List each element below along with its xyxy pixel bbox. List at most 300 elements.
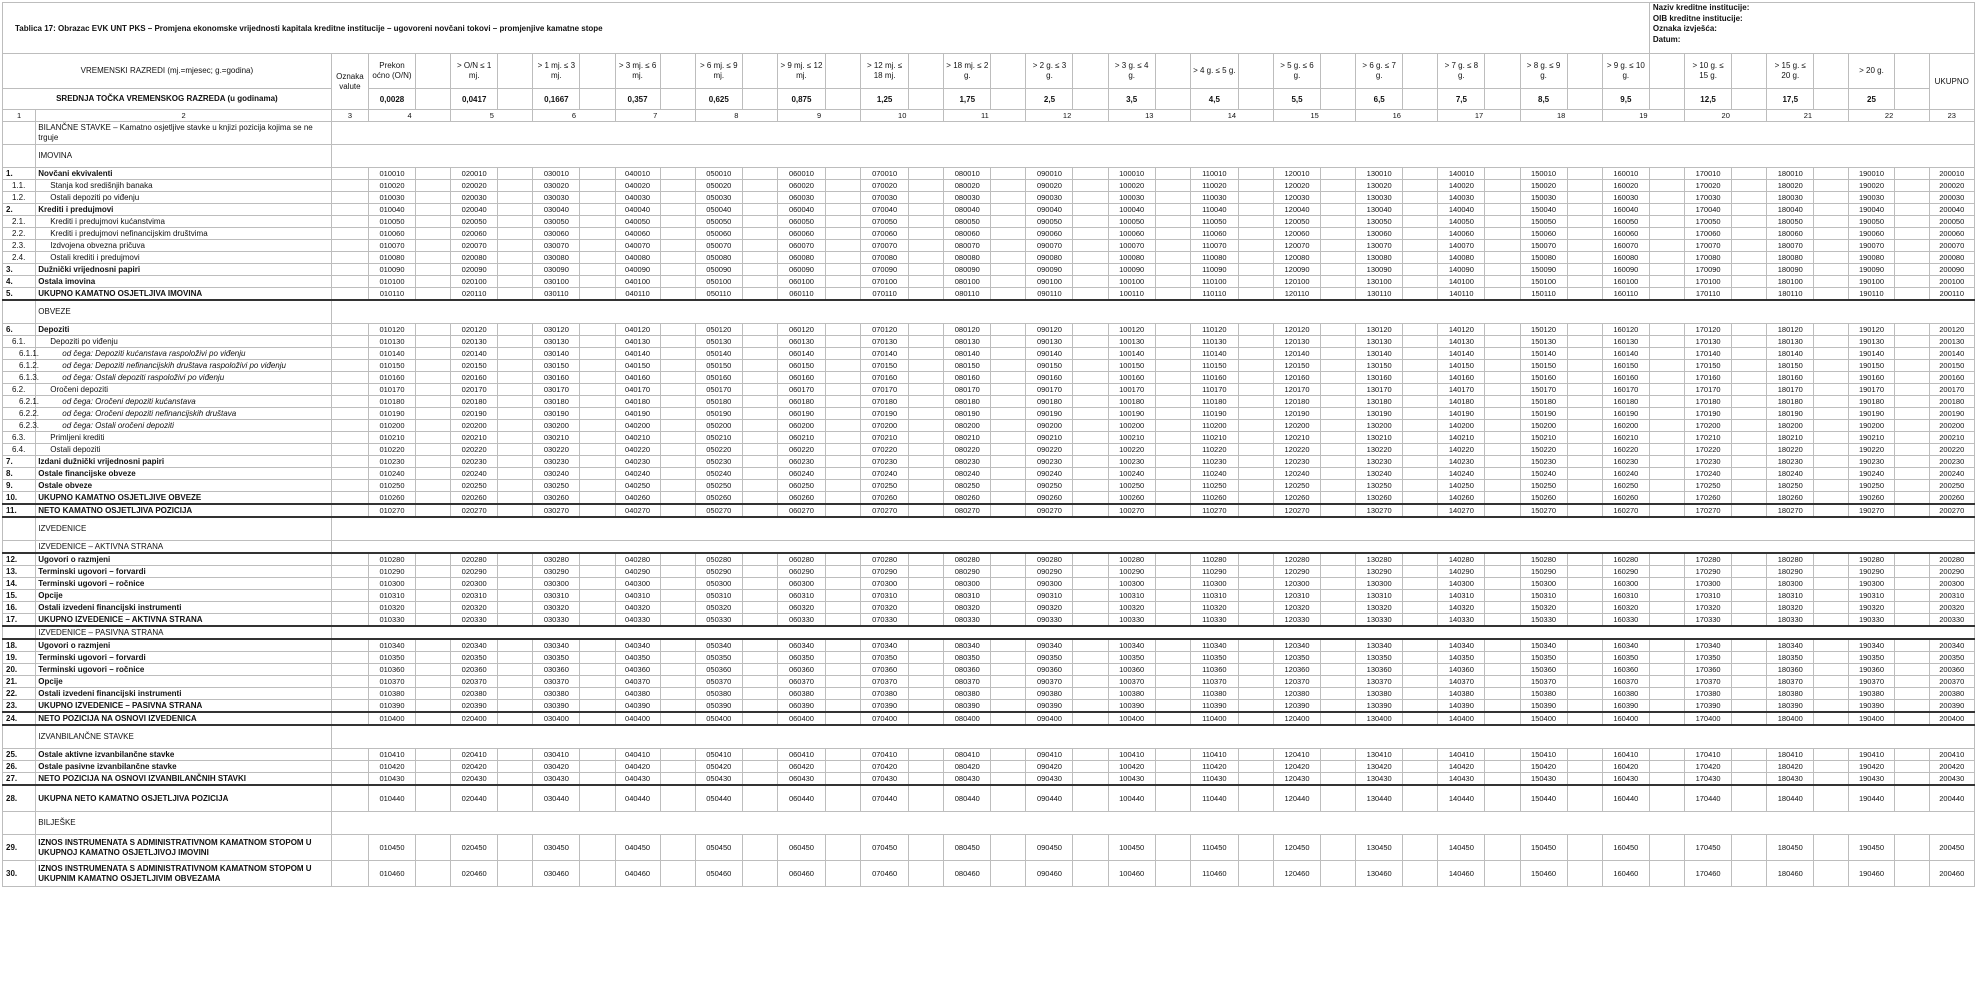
value-cell[interactable] (1403, 602, 1438, 614)
value-cell[interactable] (1073, 456, 1108, 468)
value-cell[interactable] (660, 835, 695, 861)
value-cell[interactable] (580, 492, 615, 505)
value-cell[interactable] (991, 264, 1026, 276)
value-cell[interactable] (909, 348, 944, 360)
currency-cell[interactable] (331, 420, 368, 432)
value-cell[interactable] (991, 192, 1026, 204)
value-cell[interactable] (1320, 688, 1355, 700)
value-cell[interactable] (1320, 420, 1355, 432)
value-cell[interactable] (415, 456, 450, 468)
value-cell[interactable] (498, 396, 533, 408)
value-cell[interactable] (1649, 168, 1684, 180)
value-cell[interactable] (1403, 861, 1438, 887)
value-cell[interactable] (1073, 396, 1108, 408)
value-cell[interactable] (1485, 504, 1520, 517)
value-cell[interactable] (1155, 652, 1190, 664)
value-cell[interactable] (1403, 566, 1438, 578)
value-cell[interactable] (498, 492, 533, 505)
value-cell[interactable] (1485, 348, 1520, 360)
value-cell[interactable] (1403, 384, 1438, 396)
value-cell[interactable] (742, 614, 777, 627)
value-cell[interactable] (1238, 360, 1273, 372)
value-cell[interactable] (498, 252, 533, 264)
value-cell[interactable] (825, 204, 860, 216)
value-cell[interactable] (1814, 652, 1849, 664)
value-cell[interactable] (580, 228, 615, 240)
value-cell[interactable] (742, 773, 777, 786)
value-cell[interactable] (580, 480, 615, 492)
value-cell[interactable] (1814, 420, 1849, 432)
value-cell[interactable] (825, 553, 860, 566)
value-cell[interactable] (1073, 372, 1108, 384)
value-cell[interactable] (742, 348, 777, 360)
value-cell[interactable] (1567, 384, 1602, 396)
value-cell[interactable] (991, 276, 1026, 288)
value-cell[interactable] (991, 566, 1026, 578)
value-cell[interactable] (1238, 456, 1273, 468)
value-cell[interactable] (991, 408, 1026, 420)
value-cell[interactable] (742, 180, 777, 192)
value-cell[interactable] (580, 468, 615, 480)
value-cell[interactable] (1485, 712, 1520, 725)
value-cell[interactable] (825, 688, 860, 700)
value-cell[interactable] (1894, 566, 1929, 578)
value-cell[interactable] (1403, 688, 1438, 700)
value-cell[interactable] (1567, 553, 1602, 566)
value-cell[interactable] (1485, 468, 1520, 480)
value-cell[interactable] (991, 553, 1026, 566)
value-cell[interactable] (1649, 264, 1684, 276)
value-cell[interactable] (1649, 664, 1684, 676)
value-cell[interactable] (1732, 432, 1767, 444)
value-cell[interactable] (1649, 688, 1684, 700)
value-cell[interactable] (1649, 700, 1684, 713)
value-cell[interactable] (1814, 773, 1849, 786)
value-cell[interactable] (1649, 492, 1684, 505)
value-cell[interactable] (991, 614, 1026, 627)
value-cell[interactable] (660, 749, 695, 761)
value-cell[interactable] (1732, 372, 1767, 384)
value-cell[interactable] (1567, 336, 1602, 348)
value-cell[interactable] (1894, 252, 1929, 264)
value-cell[interactable] (1894, 384, 1929, 396)
value-cell[interactable] (1894, 468, 1929, 480)
value-cell[interactable] (1649, 761, 1684, 773)
value-cell[interactable] (909, 664, 944, 676)
value-cell[interactable] (991, 480, 1026, 492)
value-cell[interactable] (825, 749, 860, 761)
value-cell[interactable] (1073, 336, 1108, 348)
value-cell[interactable] (580, 785, 615, 812)
value-cell[interactable] (498, 348, 533, 360)
value-cell[interactable] (1649, 614, 1684, 627)
value-cell[interactable] (909, 432, 944, 444)
value-cell[interactable] (1238, 396, 1273, 408)
value-cell[interactable] (1073, 785, 1108, 812)
value-cell[interactable] (1649, 408, 1684, 420)
value-cell[interactable] (742, 835, 777, 861)
value-cell[interactable] (991, 348, 1026, 360)
value-cell[interactable] (1320, 240, 1355, 252)
value-cell[interactable] (1403, 773, 1438, 786)
value-cell[interactable] (1894, 216, 1929, 228)
value-cell[interactable] (498, 639, 533, 652)
value-cell[interactable] (1238, 480, 1273, 492)
value-cell[interactable] (415, 336, 450, 348)
value-cell[interactable] (1814, 861, 1849, 887)
value-cell[interactable] (1894, 192, 1929, 204)
value-cell[interactable] (660, 664, 695, 676)
value-cell[interactable] (1238, 861, 1273, 887)
value-cell[interactable] (1567, 420, 1602, 432)
value-cell[interactable] (1567, 639, 1602, 652)
value-cell[interactable] (1073, 688, 1108, 700)
value-cell[interactable] (742, 264, 777, 276)
value-cell[interactable] (1155, 785, 1190, 812)
value-cell[interactable] (1320, 348, 1355, 360)
value-cell[interactable] (1073, 180, 1108, 192)
currency-cell[interactable] (331, 578, 368, 590)
value-cell[interactable] (1238, 614, 1273, 627)
value-cell[interactable] (415, 578, 450, 590)
value-cell[interactable] (1073, 468, 1108, 480)
value-cell[interactable] (991, 676, 1026, 688)
value-cell[interactable] (909, 180, 944, 192)
value-cell[interactable] (1894, 700, 1929, 713)
value-cell[interactable] (580, 204, 615, 216)
value-cell[interactable] (1814, 396, 1849, 408)
value-cell[interactable] (498, 578, 533, 590)
value-cell[interactable] (498, 861, 533, 887)
value-cell[interactable] (1485, 420, 1520, 432)
value-cell[interactable] (991, 384, 1026, 396)
value-cell[interactable] (660, 652, 695, 664)
value-cell[interactable] (1155, 773, 1190, 786)
value-cell[interactable] (1732, 360, 1767, 372)
value-cell[interactable] (415, 192, 450, 204)
value-cell[interactable] (1894, 396, 1929, 408)
value-cell[interactable] (1649, 861, 1684, 887)
value-cell[interactable] (415, 408, 450, 420)
value-cell[interactable] (1073, 773, 1108, 786)
value-cell[interactable] (498, 276, 533, 288)
value-cell[interactable] (1238, 216, 1273, 228)
currency-cell[interactable] (331, 372, 368, 384)
currency-cell[interactable] (331, 384, 368, 396)
value-cell[interactable] (742, 216, 777, 228)
value-cell[interactable] (1155, 749, 1190, 761)
value-cell[interactable] (1155, 348, 1190, 360)
value-cell[interactable] (415, 761, 450, 773)
value-cell[interactable] (660, 614, 695, 627)
value-cell[interactable] (1814, 240, 1849, 252)
value-cell[interactable] (1894, 456, 1929, 468)
value-cell[interactable] (1485, 773, 1520, 786)
value-cell[interactable] (660, 408, 695, 420)
value-cell[interactable] (1567, 504, 1602, 517)
value-cell[interactable] (825, 372, 860, 384)
value-cell[interactable] (825, 652, 860, 664)
value-cell[interactable] (580, 664, 615, 676)
value-cell[interactable] (1238, 264, 1273, 276)
value-cell[interactable] (909, 602, 944, 614)
value-cell[interactable] (1814, 288, 1849, 301)
value-cell[interactable] (1155, 396, 1190, 408)
value-cell[interactable] (1732, 228, 1767, 240)
value-cell[interactable] (1485, 761, 1520, 773)
value-cell[interactable] (1320, 773, 1355, 786)
value-cell[interactable] (1567, 614, 1602, 627)
value-cell[interactable] (1894, 408, 1929, 420)
value-cell[interactable] (1814, 761, 1849, 773)
value-cell[interactable] (825, 276, 860, 288)
value-cell[interactable] (742, 553, 777, 566)
value-cell[interactable] (498, 688, 533, 700)
value-cell[interactable] (1567, 204, 1602, 216)
value-cell[interactable] (1814, 749, 1849, 761)
value-cell[interactable] (1814, 566, 1849, 578)
value-cell[interactable] (1155, 192, 1190, 204)
value-cell[interactable] (1238, 384, 1273, 396)
value-cell[interactable] (825, 712, 860, 725)
value-cell[interactable] (1814, 676, 1849, 688)
value-cell[interactable] (1403, 480, 1438, 492)
value-cell[interactable] (1403, 553, 1438, 566)
value-cell[interactable] (660, 432, 695, 444)
value-cell[interactable] (1732, 835, 1767, 861)
value-cell[interactable] (498, 664, 533, 676)
value-cell[interactable] (1485, 432, 1520, 444)
value-cell[interactable] (991, 216, 1026, 228)
value-cell[interactable] (1238, 835, 1273, 861)
value-cell[interactable] (1894, 432, 1929, 444)
value-cell[interactable] (1894, 372, 1929, 384)
value-cell[interactable] (580, 396, 615, 408)
value-cell[interactable] (1732, 264, 1767, 276)
value-cell[interactable] (1320, 336, 1355, 348)
value-cell[interactable] (1155, 228, 1190, 240)
value-cell[interactable] (909, 252, 944, 264)
value-cell[interactable] (1732, 408, 1767, 420)
value-cell[interactable] (742, 372, 777, 384)
value-cell[interactable] (1567, 652, 1602, 664)
value-cell[interactable] (909, 264, 944, 276)
value-cell[interactable] (1238, 504, 1273, 517)
value-cell[interactable] (1320, 761, 1355, 773)
value-cell[interactable] (660, 712, 695, 725)
value-cell[interactable] (1320, 384, 1355, 396)
value-cell[interactable] (1155, 480, 1190, 492)
value-cell[interactable] (909, 216, 944, 228)
value-cell[interactable] (1732, 444, 1767, 456)
value-cell[interactable] (1238, 712, 1273, 725)
value-cell[interactable] (1238, 372, 1273, 384)
value-cell[interactable] (742, 192, 777, 204)
value-cell[interactable] (1155, 408, 1190, 420)
value-cell[interactable] (909, 480, 944, 492)
value-cell[interactable] (1732, 180, 1767, 192)
value-cell[interactable] (498, 336, 533, 348)
value-cell[interactable] (1320, 168, 1355, 180)
value-cell[interactable] (1485, 835, 1520, 861)
currency-cell[interactable] (331, 712, 368, 725)
value-cell[interactable] (498, 590, 533, 602)
value-cell[interactable] (1403, 614, 1438, 627)
value-cell[interactable] (580, 336, 615, 348)
value-cell[interactable] (1894, 590, 1929, 602)
value-cell[interactable] (1320, 480, 1355, 492)
value-cell[interactable] (991, 602, 1026, 614)
value-cell[interactable] (1649, 432, 1684, 444)
value-cell[interactable] (415, 432, 450, 444)
value-cell[interactable] (1649, 578, 1684, 590)
currency-cell[interactable] (331, 773, 368, 786)
value-cell[interactable] (1567, 468, 1602, 480)
value-cell[interactable] (1320, 276, 1355, 288)
value-cell[interactable] (1403, 360, 1438, 372)
currency-cell[interactable] (331, 676, 368, 688)
value-cell[interactable] (1567, 288, 1602, 301)
value-cell[interactable] (415, 664, 450, 676)
value-cell[interactable] (1403, 468, 1438, 480)
value-cell[interactable] (1814, 456, 1849, 468)
value-cell[interactable] (1894, 288, 1929, 301)
value-cell[interactable] (660, 240, 695, 252)
value-cell[interactable] (909, 652, 944, 664)
value-cell[interactable] (498, 553, 533, 566)
value-cell[interactable] (1403, 228, 1438, 240)
value-cell[interactable] (1894, 336, 1929, 348)
value-cell[interactable] (909, 336, 944, 348)
value-cell[interactable] (1567, 372, 1602, 384)
value-cell[interactable] (909, 835, 944, 861)
value-cell[interactable] (498, 785, 533, 812)
value-cell[interactable] (1320, 492, 1355, 505)
value-cell[interactable] (1485, 444, 1520, 456)
value-cell[interactable] (991, 712, 1026, 725)
currency-cell[interactable] (331, 408, 368, 420)
value-cell[interactable] (498, 652, 533, 664)
value-cell[interactable] (1073, 553, 1108, 566)
value-cell[interactable] (991, 861, 1026, 887)
value-cell[interactable] (580, 264, 615, 276)
value-cell[interactable] (1238, 602, 1273, 614)
value-cell[interactable] (1567, 602, 1602, 614)
value-cell[interactable] (825, 264, 860, 276)
value-cell[interactable] (991, 652, 1026, 664)
value-cell[interactable] (742, 602, 777, 614)
value-cell[interactable] (415, 276, 450, 288)
value-cell[interactable] (1894, 688, 1929, 700)
value-cell[interactable] (1320, 676, 1355, 688)
value-cell[interactable] (742, 785, 777, 812)
value-cell[interactable] (742, 360, 777, 372)
value-cell[interactable] (1403, 444, 1438, 456)
currency-cell[interactable] (331, 396, 368, 408)
value-cell[interactable] (909, 444, 944, 456)
currency-cell[interactable] (331, 785, 368, 812)
value-cell[interactable] (991, 180, 1026, 192)
value-cell[interactable] (991, 396, 1026, 408)
value-cell[interactable] (1732, 688, 1767, 700)
value-cell[interactable] (1814, 553, 1849, 566)
value-cell[interactable] (580, 639, 615, 652)
value-cell[interactable] (1732, 252, 1767, 264)
value-cell[interactable] (1567, 180, 1602, 192)
value-cell[interactable] (1814, 835, 1849, 861)
value-cell[interactable] (1155, 664, 1190, 676)
value-cell[interactable] (415, 240, 450, 252)
value-cell[interactable] (1732, 773, 1767, 786)
value-cell[interactable] (1403, 276, 1438, 288)
value-cell[interactable] (909, 384, 944, 396)
value-cell[interactable] (1073, 676, 1108, 688)
value-cell[interactable] (825, 578, 860, 590)
value-cell[interactable] (909, 688, 944, 700)
value-cell[interactable] (1814, 408, 1849, 420)
value-cell[interactable] (1155, 204, 1190, 216)
value-cell[interactable] (825, 180, 860, 192)
value-cell[interactable] (991, 444, 1026, 456)
value-cell[interactable] (1567, 456, 1602, 468)
value-cell[interactable] (1814, 590, 1849, 602)
value-cell[interactable] (1485, 360, 1520, 372)
value-cell[interactable] (1238, 228, 1273, 240)
value-cell[interactable] (498, 288, 533, 301)
value-cell[interactable] (1238, 420, 1273, 432)
value-cell[interactable] (825, 676, 860, 688)
value-cell[interactable] (909, 553, 944, 566)
value-cell[interactable] (991, 336, 1026, 348)
value-cell[interactable] (825, 700, 860, 713)
value-cell[interactable] (825, 861, 860, 887)
value-cell[interactable] (909, 712, 944, 725)
value-cell[interactable] (991, 432, 1026, 444)
value-cell[interactable] (1403, 456, 1438, 468)
value-cell[interactable] (1485, 785, 1520, 812)
value-cell[interactable] (1732, 639, 1767, 652)
value-cell[interactable] (1567, 168, 1602, 180)
value-cell[interactable] (1155, 861, 1190, 887)
value-cell[interactable] (825, 664, 860, 676)
value-cell[interactable] (1073, 288, 1108, 301)
value-cell[interactable] (825, 639, 860, 652)
value-cell[interactable] (660, 324, 695, 336)
value-cell[interactable] (580, 688, 615, 700)
value-cell[interactable] (1814, 688, 1849, 700)
value-cell[interactable] (1567, 578, 1602, 590)
value-cell[interactable] (742, 240, 777, 252)
value-cell[interactable] (1403, 168, 1438, 180)
value-cell[interactable] (1649, 372, 1684, 384)
value-cell[interactable] (1567, 492, 1602, 505)
value-cell[interactable] (1485, 492, 1520, 505)
value-cell[interactable] (1894, 420, 1929, 432)
value-cell[interactable] (1403, 348, 1438, 360)
value-cell[interactable] (1320, 749, 1355, 761)
value-cell[interactable] (1155, 504, 1190, 517)
value-cell[interactable] (415, 480, 450, 492)
currency-cell[interactable] (331, 700, 368, 713)
value-cell[interactable] (1320, 444, 1355, 456)
value-cell[interactable] (991, 700, 1026, 713)
currency-cell[interactable] (331, 204, 368, 216)
value-cell[interactable] (1485, 180, 1520, 192)
value-cell[interactable] (1894, 578, 1929, 590)
value-cell[interactable] (660, 288, 695, 301)
value-cell[interactable] (1485, 700, 1520, 713)
currency-cell[interactable] (331, 336, 368, 348)
